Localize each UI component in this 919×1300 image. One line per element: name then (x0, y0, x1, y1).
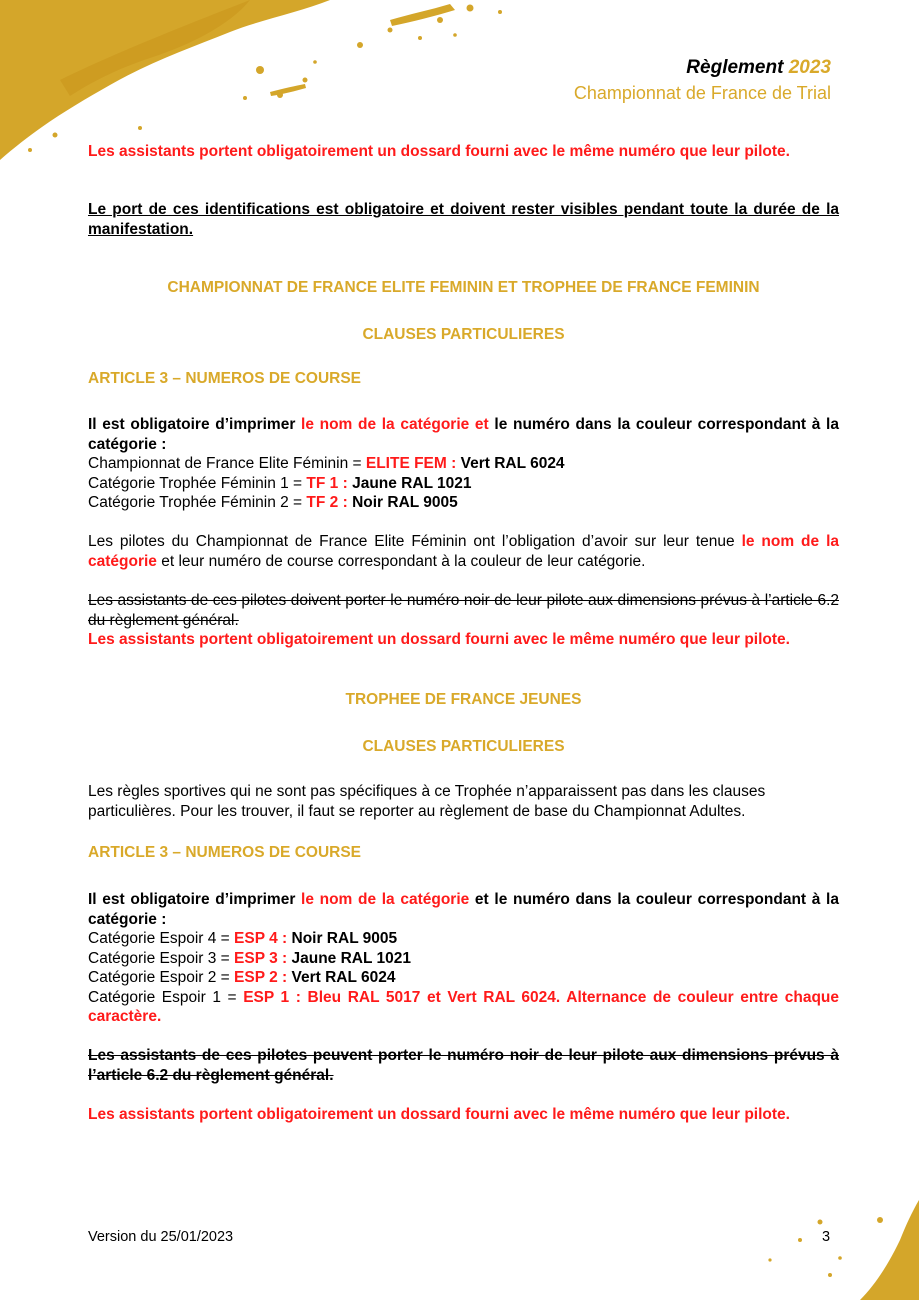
section-feminin-subheading: CLAUSES PARTICULIERES (362, 326, 565, 343)
document-title: Règlement 2023 (686, 57, 831, 78)
section-feminin-heading: CHAMPIONNAT DE FRANCE ELITE FEMININ ET TROPHEE DE FRANCE FEMININ (167, 279, 760, 296)
section-jeunes-category-list (88, 929, 839, 1027)
section-jeunes-obligation: Il est obligatoire d’imprimer le nom de la catégorie et le numéro dans la couleur correspondant à la catégorie : (88, 891, 839, 928)
section-feminin-obligation: Il est obligatoire d’imprimer le nom de la catégorie et le numéro dans la couleur correspondant à la catégorie : (88, 416, 839, 453)
section-feminin-pilots-text: Les pilotes du Championnat de France Elite Féminin ont l’obligation d’avoir sur leur tenue le nom de la catégorie et leur numéro de course correspondant à la couleur de leur catégorie. (88, 533, 839, 570)
category-item: Catégorie Trophée Féminin 1 = TF 1 : Jaune RAL 1021 (88, 474, 472, 492)
brush-stroke-bottom-decoration (740, 1200, 919, 1300)
category-item: Catégorie Espoir 4 = ESP 4 : Noir RAL 9005 (88, 930, 398, 947)
page-number: 3 (822, 1229, 831, 1245)
section-jeunes-assistants-notice: Les assistants portent obligatoirement un dossard fourni avec le même numéro que leur pilote. (88, 1106, 790, 1123)
category-item: Catégorie Espoir 2 = ESP 2 : Vert RAL 6024 (88, 969, 396, 986)
section-jeunes-article-title: ARTICLE 3 – NUMEROS DE COURSE (88, 844, 362, 861)
intro-identification-notice: Le port de ces identifications est obligatoire et doivent rester visibles pendant toute la durée de la manifestation. (88, 201, 839, 238)
section-jeunes-subheading: CLAUSES PARTICULIERES (362, 738, 565, 755)
category-item: Catégorie Espoir 3 = ESP 3 : Jaune RAL 1021 (88, 949, 411, 967)
section-jeunes-rules-text: Les règles sportives qui ne sont pas spécifiques à ce Trophée n’apparaissent pas dans les clauses particulières. Pour les trouver, il faut se reporter au règlement de base du Championnat Adultes. (88, 783, 766, 820)
section-jeunes-heading: TROPHEE DE FRANCE JEUNES (345, 691, 582, 708)
category-item: Catégorie Espoir 1 = ESP 1 : Bleu RAL 5017 et Vert RAL 6024. Alternance de couleur entre chaque caractère. (88, 988, 839, 1025)
category-item: Championnat de France Elite Féminin = ELITE FEM : Vert RAL 6024 (88, 455, 565, 472)
document-subtitle: Championnat de France de Trial (573, 83, 831, 103)
category-item: Catégorie Trophée Féminin 2 = TF 2 : Noir RAL 9005 (88, 494, 458, 511)
section-feminin-category-list (88, 454, 839, 513)
footer-version: Version du 25/01/2023 (88, 1229, 234, 1245)
intro-assistants-notice: Les assistants portent obligatoirement un dossard fourni avec le même numéro que leur pilote. (88, 143, 790, 160)
section-jeunes-struck-text: Les assistants de ces pilotes peuvent porter le numéro noir de leur pilote aux dimensions prévus à l’article 6.2 du règlement général. (88, 1047, 839, 1084)
section-feminin-article-title: ARTICLE 3 – NUMEROS DE COURSE (88, 370, 362, 387)
section-feminin-assistants-notice: Les assistants portent obligatoirement un dossard fourni avec le même numéro que leur pilote. (88, 631, 790, 648)
section-feminin-struck-text: Les assistants de ces pilotes doivent porter le numéro noir de leur pilote aux dimensions prévus à l’article 6.2 du règlement général. (88, 592, 839, 629)
